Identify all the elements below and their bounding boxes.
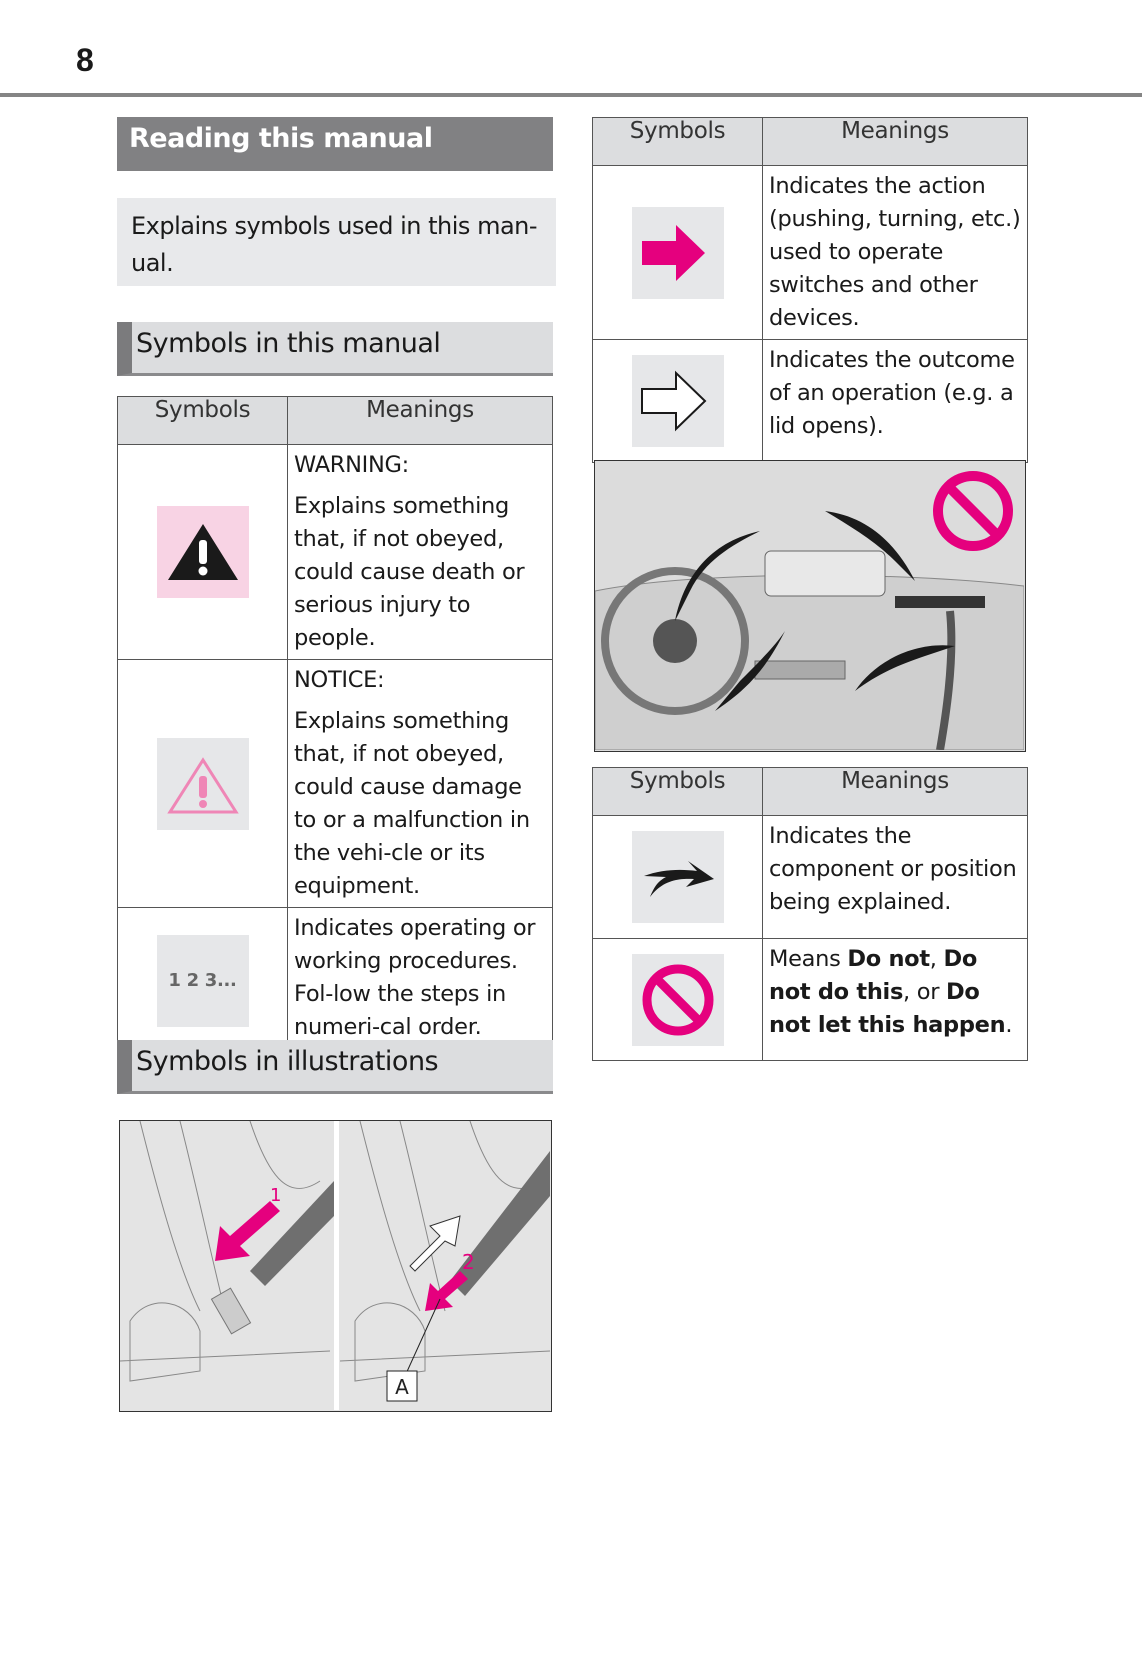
col-symbols: Symbols (593, 118, 763, 166)
warning-text: Explains something that, if not obeyed, could cause death or serious injury to people. (294, 493, 525, 651)
illustration-symbols-table-1 (592, 117, 1028, 463)
step2-label: 2 (462, 1250, 475, 1274)
pointer-arrow-text: Indicates the component or position being explained. (763, 816, 1028, 939)
table-row (593, 166, 1028, 340)
steps-text: Indicates operating or working procedures. Fol-low the steps in numeri-cal order. (294, 915, 536, 1040)
step1-label: 1 (270, 1185, 282, 1206)
section-heading-illustrations: Symbols in illustrations (117, 1040, 553, 1094)
steps-icon: 1 2 3... (157, 935, 249, 1027)
col-meanings: Meanings (763, 118, 1028, 166)
action-arrow-text: Indicates the action (pushing, turning, etc.) used to operate switches and other devices. (763, 166, 1028, 340)
text-bold: Do not do this (769, 946, 978, 1005)
table-row (118, 445, 553, 660)
section-heading-manual: Symbols in this manual (117, 322, 553, 376)
text-bold: Do not (847, 946, 930, 972)
prohibition-icon (632, 954, 724, 1046)
notice-text: Explains something that, if not obeyed, could cause damage to or a malfunction in the vehi-cle or its equipment. (294, 708, 530, 899)
col-symbols: Symbols (118, 397, 288, 445)
col-symbols: Symbols (593, 768, 763, 816)
seatbelt-illustration (119, 1120, 552, 1412)
table-row (593, 939, 1028, 1061)
page-title: Reading this manual (117, 117, 553, 171)
text-bold: Do not let this happen (769, 979, 1006, 1038)
col-meanings: Meanings (763, 768, 1028, 816)
table-row (593, 816, 1028, 939)
outcome-arrow-text: Indicates the outcome of an operation (e.g. a lid opens). (763, 340, 1028, 463)
notice-triangle-icon (157, 738, 249, 830)
outcome-arrow-icon (632, 355, 724, 447)
table-row (118, 660, 553, 908)
pointer-arrow-icon (632, 831, 724, 923)
table-row (593, 340, 1028, 463)
table-row (118, 908, 553, 1055)
intro-box: Explains symbols used in this man-ual. (117, 198, 556, 286)
text-part: Means (769, 946, 848, 972)
text-part: . (1005, 1012, 1013, 1038)
notice-heading: NOTICE: (294, 667, 385, 693)
text-part: , (929, 946, 944, 972)
page-number: 8 (76, 42, 94, 78)
manual-symbols-table (117, 396, 553, 1055)
warning-triangle-icon (157, 506, 249, 598)
dashboard-illustration (594, 460, 1026, 752)
col-meanings: Meanings (288, 397, 553, 445)
text-part: , or (903, 979, 947, 1005)
warning-heading: WARNING: (294, 452, 409, 478)
header-rule (0, 93, 1142, 97)
prohibition-text (763, 939, 1028, 1061)
illustration-symbols-table-2 (592, 767, 1028, 1061)
callout-a-label: A (395, 1375, 409, 1399)
action-arrow-icon (632, 207, 724, 299)
